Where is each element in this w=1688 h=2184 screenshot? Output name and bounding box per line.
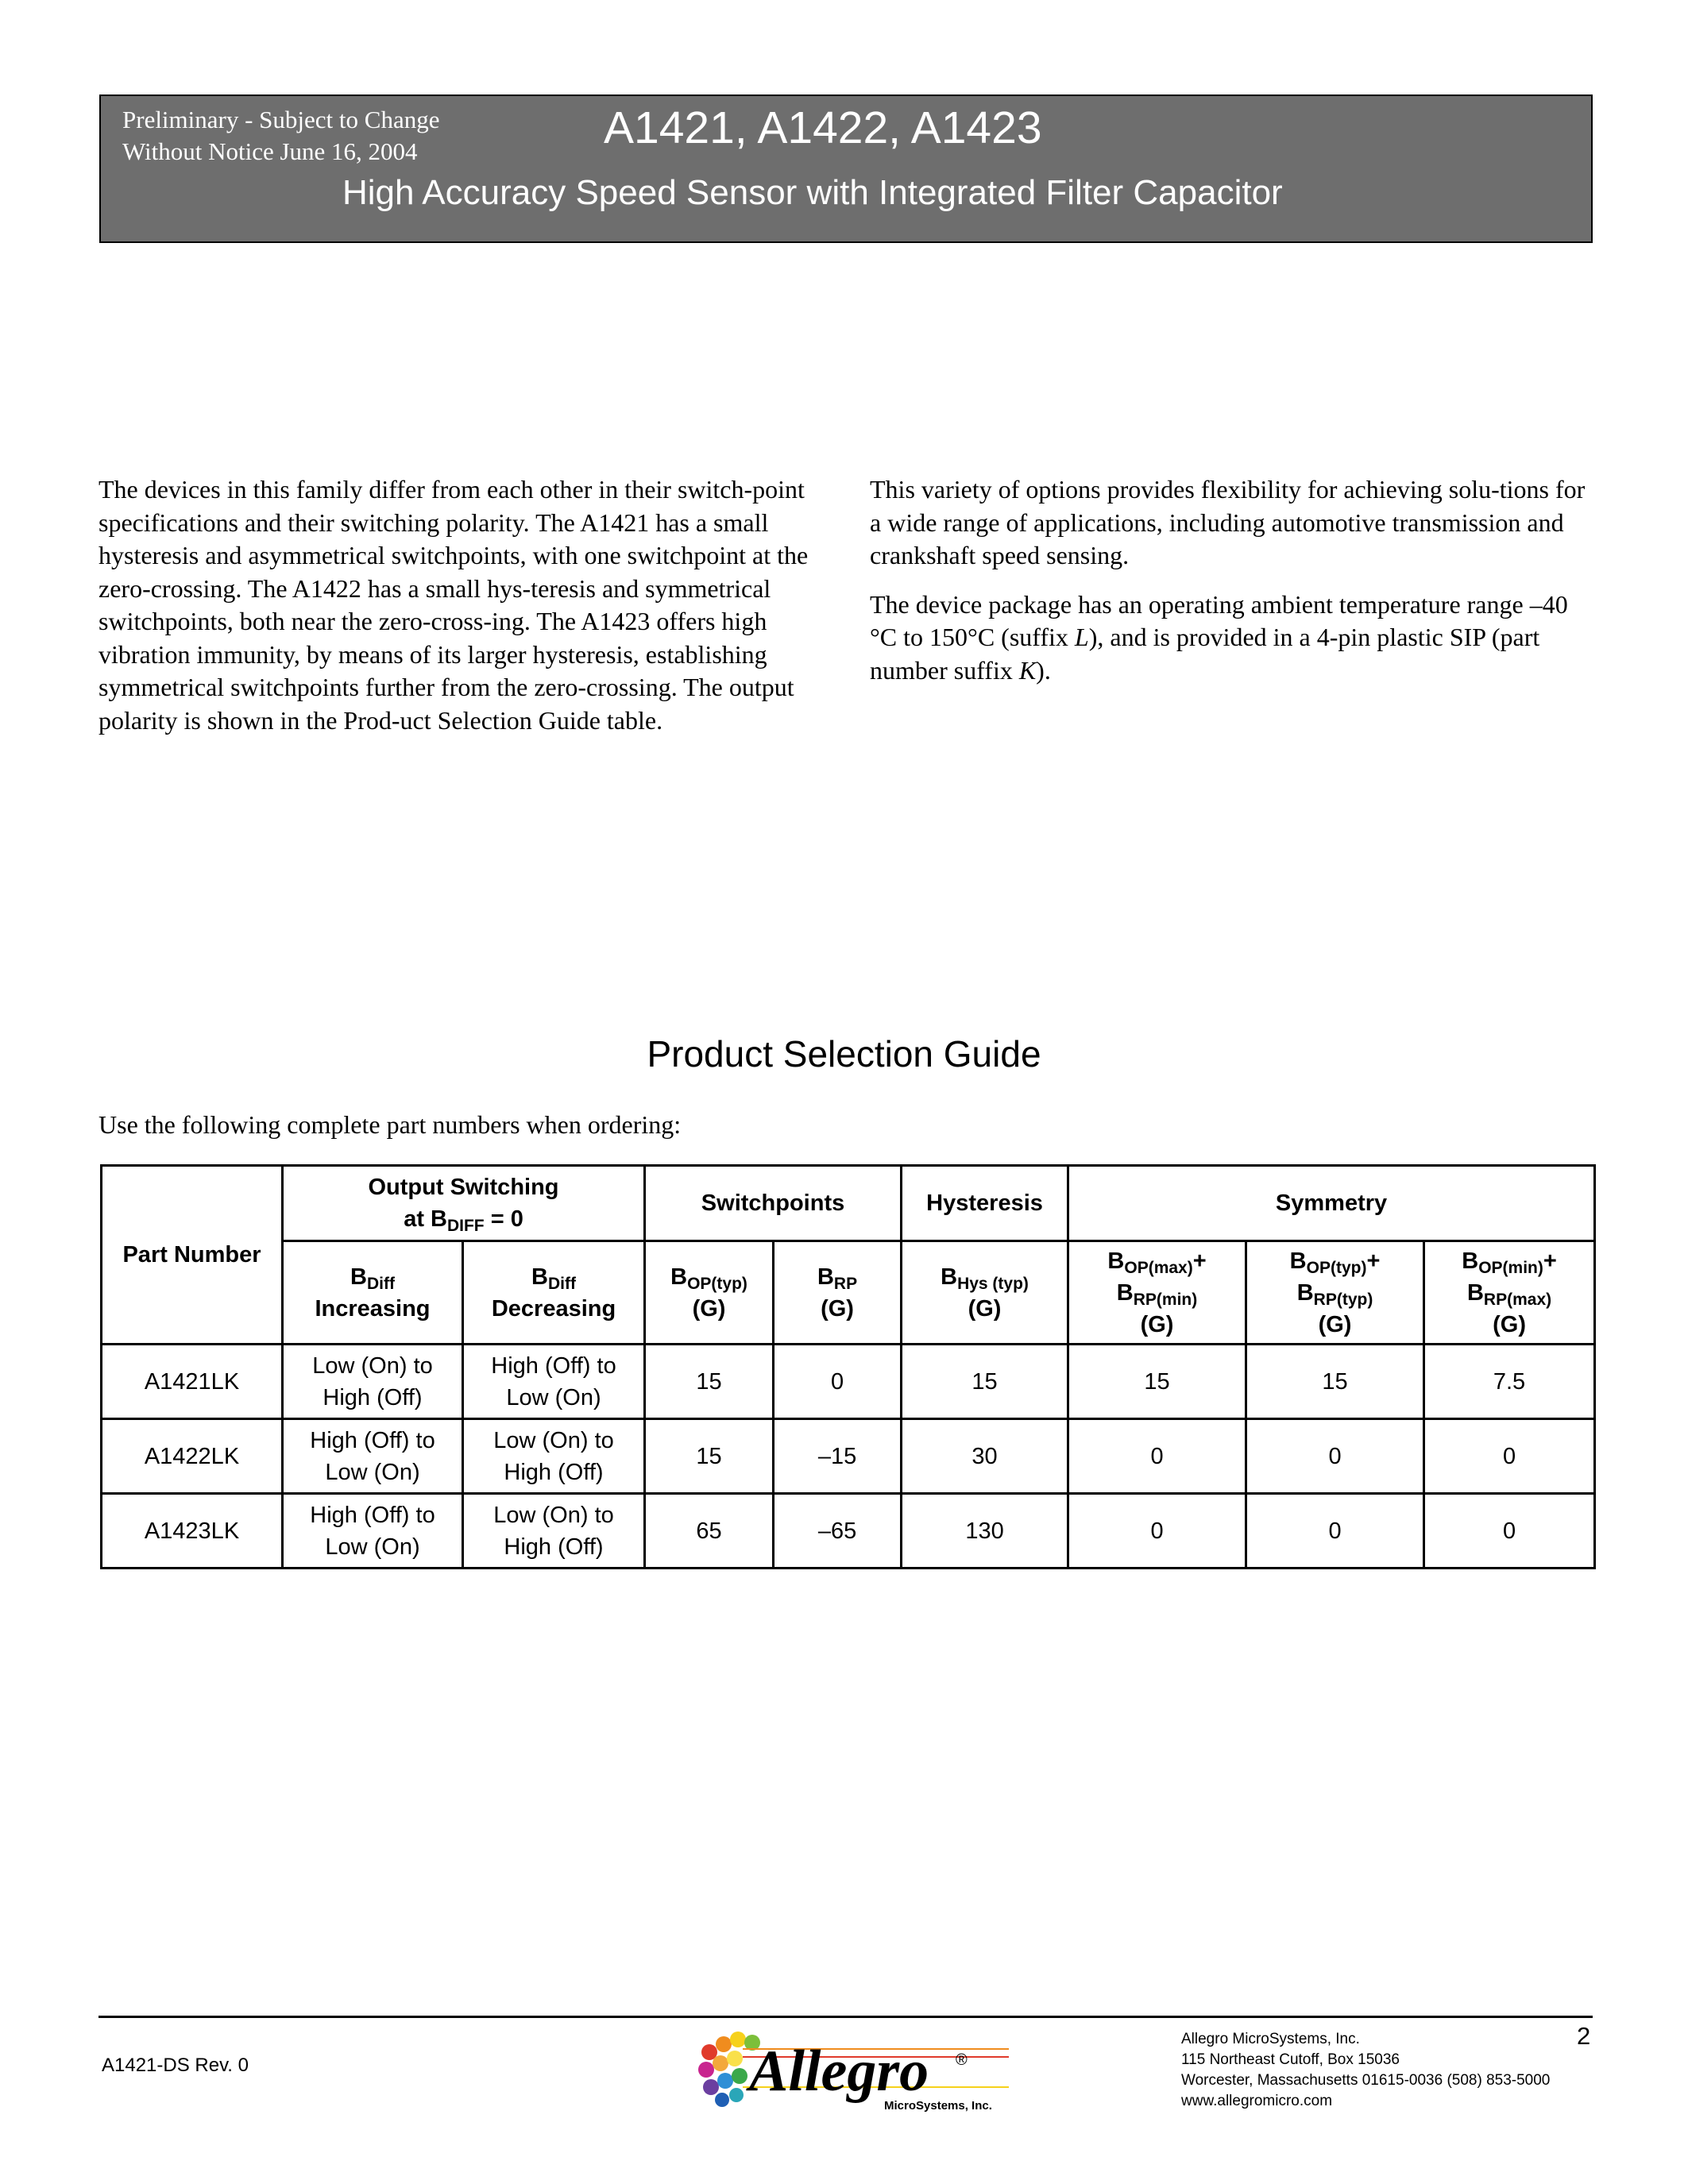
- cell-symmetry-3: 0: [1424, 1419, 1595, 1494]
- address-line-1: 115 Northeast Cutoff, Box 15036: [1181, 2051, 1400, 2068]
- cell-bdiff-decreasing: Low (On) to High (Off): [463, 1494, 645, 1569]
- preliminary-line-1: Preliminary - Subject to Change: [122, 106, 440, 133]
- cell-symmetry-1: 0: [1068, 1419, 1246, 1494]
- header-bdiff-increasing: $B_{Diff}$ Increasing: [283, 1241, 463, 1345]
- cell-symmetry-1: 0: [1068, 1494, 1246, 1569]
- section-title: Product Selection Guide: [647, 1033, 1041, 1075]
- cell-brp: –15: [774, 1419, 902, 1494]
- cell-hysteresis: 15: [902, 1345, 1068, 1419]
- table-row: [102, 1494, 1595, 1569]
- preliminary-notice: [122, 104, 439, 168]
- header-bdiff-decreasing: $B_{Diff}$ Decreasing: [463, 1241, 645, 1345]
- allegro-logo: [695, 2027, 1009, 2114]
- header-bhys-typ: $B_{Hys (typ)}$ (G): [902, 1241, 1068, 1345]
- cell-hysteresis: 30: [902, 1419, 1068, 1494]
- company-address: [1181, 2029, 1550, 2112]
- cell-bop: 15: [645, 1345, 774, 1419]
- guide-intro: Use the following complete part numbers when ordering:: [98, 1110, 682, 1139]
- left-paragraph: The devices in this family differ from each other in their switch-point specifications and their switching polarity. The A1421 has a small hysteresis and asymmetrical switchpoints, with one switchpoint at the zero-crossing. The A1422 has a small hys-teresis and symmetrical switchpoints, both near the zero-cross-ing. The A1423 offers high vibration immunity, by means of its larger hysteresis, establishing symmetrical switchpoints further from the zero-crossing. The output polarity is shown in the Prod-uct Selection Guide table.: [98, 475, 809, 735]
- svg-text:Allegro: Allegro: [749, 2039, 929, 2104]
- document-header: [99, 95, 1593, 243]
- document-id: A1421-DS Rev. 0: [102, 2055, 249, 2076]
- company-website: www.allegromicro.com: [1181, 2093, 1333, 2109]
- cell-symmetry-3: 0: [1424, 1494, 1595, 1569]
- header-output-switching: Output Switching at $B_{DIFF} = 0$: [283, 1166, 645, 1241]
- cell-part-number: A1421LK: [102, 1345, 283, 1419]
- cell-part-number: A1422LK: [102, 1419, 283, 1494]
- cell-bdiff-decreasing: Low (On) to High (Off): [463, 1419, 645, 1494]
- document-subtitle: High Accuracy Speed Sensor with Integrated Filter Capacitor: [342, 173, 1283, 212]
- cell-bdiff-increasing: High (Off) to Low (On): [283, 1419, 463, 1494]
- cell-brp: –65: [774, 1494, 902, 1569]
- svg-text:MicroSystems, Inc.: MicroSystems, Inc.: [884, 2099, 992, 2113]
- preliminary-line-2: Without Notice June 16, 2004: [122, 137, 418, 165]
- cell-bdiff-decreasing: High (Off) to Low (On): [463, 1345, 645, 1419]
- table-header-row-2: [102, 1241, 1595, 1345]
- cell-bdiff-increasing: Low (On) to High (Off): [283, 1345, 463, 1419]
- right-column: [870, 473, 1589, 703]
- cell-bop: 65: [645, 1494, 774, 1569]
- header-symmetry: Symmetry: [1068, 1166, 1595, 1241]
- cell-bop: 15: [645, 1419, 774, 1494]
- cell-symmetry-2: 0: [1246, 1419, 1424, 1494]
- cell-symmetry-2: 15: [1246, 1345, 1424, 1419]
- table-row: [102, 1345, 1595, 1419]
- address-line-2: Worcester, Massachusetts 01615-0036 (508) 853-5000: [1181, 2072, 1551, 2089]
- header-brp: $B_{RP}$ (G): [774, 1241, 902, 1345]
- header-sym-opmax-rpmin: $B_{OP(max)}+$ $B_{RP(min)}$ (G): [1068, 1241, 1246, 1345]
- cell-bdiff-increasing: High (Off) to Low (On): [283, 1494, 463, 1569]
- document-title: A1421, A1422, A1423: [604, 102, 1042, 153]
- allegro-logo-graphic: [695, 2027, 1009, 2114]
- right-paragraph-2: The device package has an operating ambient temperature range –40 °C to 150°C (suffix L), and is provided in a 4-pin plastic SIP (part number suffix K).: [870, 589, 1568, 685]
- left-column: [98, 473, 817, 753]
- footer-rule: [98, 2016, 1593, 2018]
- header-sym-opmin-rpmax: $B_{OP(min)}+$ $B_{RP(max)}$ (G): [1424, 1241, 1595, 1345]
- cell-part-number: A1423LK: [102, 1494, 283, 1569]
- header-bop-typ: $B_{OP(typ)}$ (G): [645, 1241, 774, 1345]
- page-number: 2: [1577, 2022, 1591, 2050]
- table-row: [102, 1419, 1595, 1494]
- table-header-row-1: [102, 1166, 1595, 1241]
- cell-hysteresis: 130: [902, 1494, 1068, 1569]
- cell-symmetry-3: 7.5: [1424, 1345, 1595, 1419]
- header-hysteresis: Hysteresis: [902, 1166, 1068, 1241]
- product-selection-table: [100, 1164, 1596, 1569]
- cell-symmetry-2: 0: [1246, 1494, 1424, 1569]
- header-part-number: Part Number: [102, 1166, 283, 1345]
- company-name: Allegro MicroSystems, Inc.: [1181, 2031, 1360, 2047]
- header-switchpoints: Switchpoints: [645, 1166, 902, 1241]
- header-sym-optyp-rptyp: $B_{OP(typ)}+$ $B_{RP(typ)}$ (G): [1246, 1241, 1424, 1345]
- cell-brp: 0: [774, 1345, 902, 1419]
- cell-symmetry-1: 15: [1068, 1345, 1246, 1419]
- svg-text:®: ®: [956, 2051, 968, 2069]
- right-paragraph-1: This variety of options provides flexibility for achieving solu-tions for a wide range of applications, including automotive transmission and crankshaft speed sensing.: [870, 475, 1586, 569]
